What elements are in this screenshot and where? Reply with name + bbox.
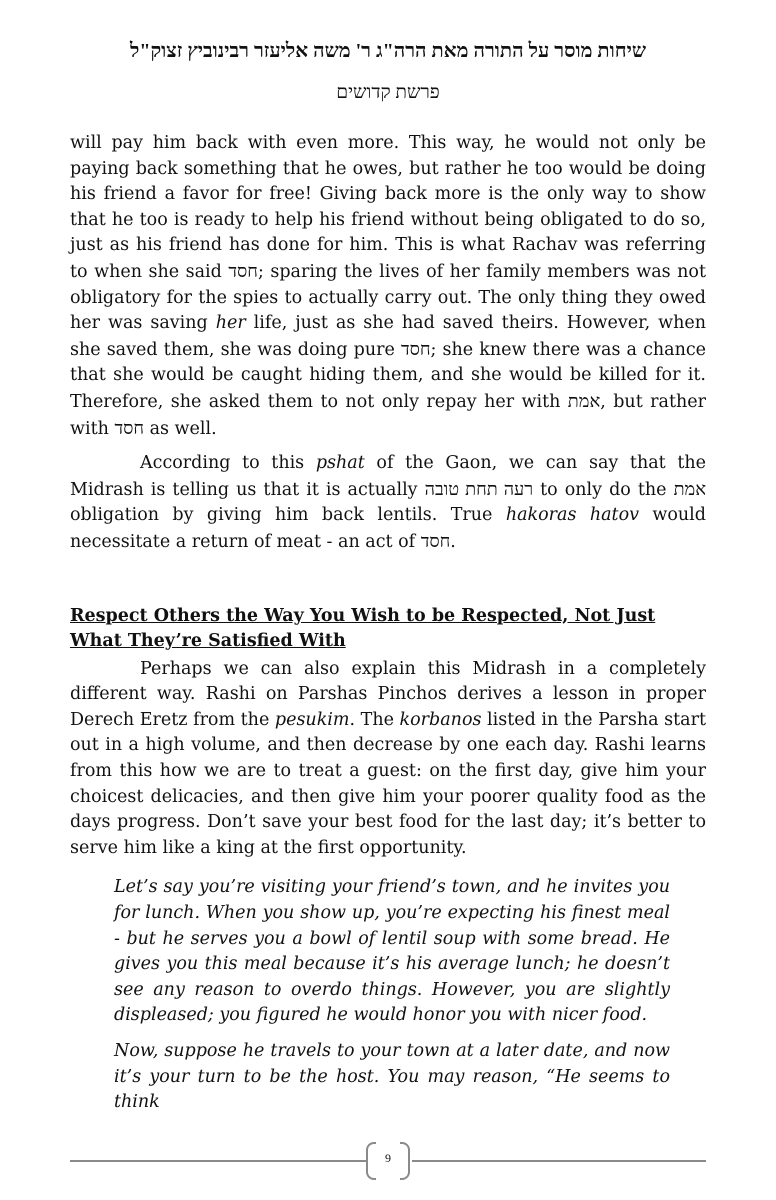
footer-rule-right [412, 1160, 706, 1162]
emphasis: hakoras hatov [505, 505, 639, 526]
section-gap [70, 556, 706, 604]
hebrew-phrase: רעה תחת טובה [424, 478, 534, 499]
text-run: life, just as she had saved theirs. However, when she saved them, she was doing pure [70, 313, 706, 360]
text-run: obligation by giving him back lentils. True [70, 505, 506, 526]
text-run: Perhaps we can also explain this Midrash in a completely different way. Rashi on Parshas Pinchos derives a lesson in proper Derech Eretz from the [70, 658, 706, 730]
hebrew-word: אמת [673, 478, 707, 499]
hebrew-word: חסד [114, 417, 145, 438]
text-run: would necessitate a return of meat - an act of [70, 505, 706, 552]
paragraph-continuation [70, 131, 706, 442]
hebrew-word: חסד [228, 260, 258, 281]
text-run: listed in the Parsha start out in a high volume, and then decrease by one each day. Rashi learns from this how we are to treat a guest: on the first day, give him your choicest delicacies, and then give him your poorer quality food as the days progress. Don’t save your best food for the last day; it’s better to serve him like a king at the first opportunity. [70, 709, 706, 858]
hebrew-word: חסד [400, 338, 431, 359]
quote-paragraph: Let’s say you’re visiting your friend’s town, and he invites you for lunch. When you show up, you’re expecting his finest meal - but he serves you a bowl of lentil soup with some bread. He gives you this meal because it’s his average lunch; he doesn’t see any reason to overdo things. However, you are slightly displeased; you figured he would honor you with nicer food. [114, 877, 670, 1026]
hebrew-word: אמת [567, 390, 601, 411]
page-number-bracket-left [366, 1142, 376, 1180]
footer-rule-left [70, 1160, 368, 1162]
text-run: will pay him back with even more. This way, he would not only be paying back something that he owes, but rather he too would be doing his friend a favor for free! Giving back more is the only way to show that he too is ready to help his friend without being obligated to do so, just as his friend has done for him. This is what Rachav was referring to when she said [70, 133, 706, 282]
running-header-parsha: פרשת קדושים [336, 82, 440, 103]
text-run: , but rather with [70, 391, 706, 439]
section-heading: Respect Others the Way You Wish to be Respected, Not Just What They’re Satisfied With [70, 605, 656, 652]
text-run: According to this [140, 453, 316, 474]
hebrew-word: חסד [420, 530, 451, 551]
page-content [70, 131, 706, 1116]
text-run: of the Gaon, we can say that the Midrash is telling us that it is actually [70, 453, 706, 500]
page-number-bracket-right [400, 1142, 410, 1180]
text-run: . The [349, 709, 400, 730]
text-run: ; sparing the lives of her family members was not obligatory for the spies to actually carry out. The only thing they owed her was saving [70, 261, 706, 334]
text-run: to only do the [533, 479, 674, 500]
emphasis: pesukim [274, 709, 350, 730]
running-header-title: שיחות מוסר על התורה מאת הרה"ג ר' משה אליעזר רבינוביץ זצוק"ל [129, 40, 646, 62]
text-run: as well. [144, 418, 217, 439]
paragraph-rashi [70, 657, 706, 862]
text-run: ; she knew there was a chance that she would be caught hiding them, and she would be killed for it. Therefore, she asked them to not only repay her with [70, 339, 706, 412]
emphasis: korbanos [399, 709, 482, 730]
text-run: . [450, 531, 456, 552]
page-number: 9 [385, 1151, 391, 1165]
quote-paragraph: Now, suppose he travels to your town at a later date, and now it’s your turn to be the host. You may reason, “He seems to think [114, 1041, 670, 1113]
paragraph-gaon-pshat [70, 451, 706, 555]
emphasis: her [215, 313, 246, 334]
emphasis: pshat [315, 453, 365, 474]
